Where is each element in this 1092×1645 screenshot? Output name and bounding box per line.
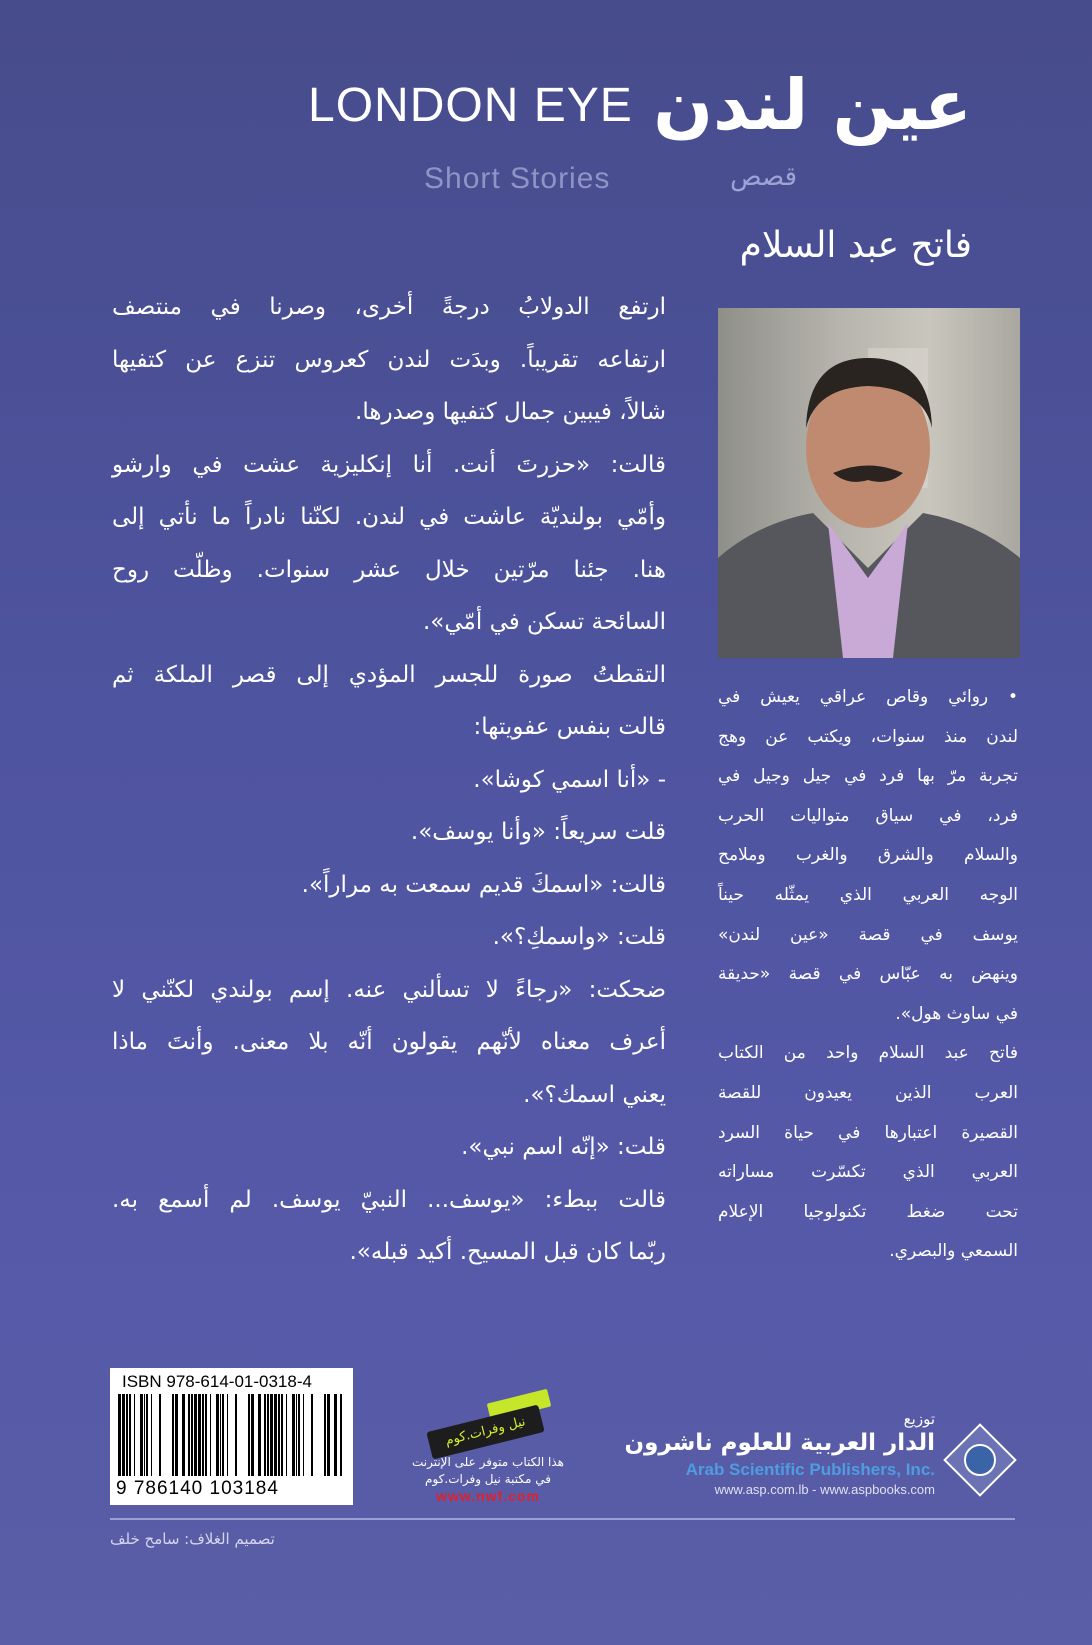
barcode-bar [292, 1394, 295, 1476]
barcode-bar [227, 1394, 228, 1476]
excerpt-line: قلت: «إنّه اسم نبي». [461, 1134, 666, 1160]
barcode-bar [281, 1394, 283, 1476]
bio-line: لندن منذ سنوات، ويكتب عن وهج [718, 726, 1018, 747]
nwf-line-2: في مكتبة نيل وفرات.كوم [425, 1472, 551, 1486]
barcode-bar [118, 1394, 121, 1476]
barcode-bar [334, 1394, 337, 1476]
barcode-bar [188, 1394, 190, 1476]
barcode-bar [134, 1394, 135, 1476]
excerpt-line: قالت بنفس عفويتها: [473, 714, 666, 740]
excerpt-line: يعني اسمك؟». [523, 1081, 666, 1108]
barcode-bar [151, 1394, 152, 1476]
barcode-bar [278, 1394, 280, 1476]
title-arabic: عين لندن [653, 64, 972, 146]
subtitle-english: Short Stories [424, 162, 611, 195]
bio-line: العرب الذين يعيدون للقصة [718, 1082, 1018, 1103]
barcode-bars [118, 1394, 344, 1476]
excerpt-line: ارتفع الدولابُ درجةً أخرى، وصرنا في منتصف [112, 294, 666, 320]
excerpt-line: قلت: «واسمكِ؟». [492, 924, 666, 950]
author-photo [718, 308, 1020, 658]
barcode-bar [126, 1394, 128, 1476]
nwf-logo: نيل وفرات.كوم [426, 1405, 544, 1460]
barcode-bar [210, 1394, 211, 1476]
bio-line: وينهض به عبّاس في قصة «حديقة [718, 964, 1018, 985]
barcode-bar [129, 1394, 131, 1476]
bio-line: والسلام والشرق والغرب وملامح [718, 845, 1018, 866]
barcode-bar [122, 1394, 125, 1476]
barcode-bar [146, 1394, 148, 1476]
bio-line: فاتح عبد السلام واحد من الكتاب [718, 1043, 1018, 1064]
bio-line: العربي الذي تكسّرت مساراته [718, 1162, 1018, 1183]
excerpt-line: أعرف معناه لأنّهم يقولون أنّه بلا معنى. وأنتَ ماذا [112, 1029, 666, 1055]
barcode-bar [140, 1394, 143, 1476]
excerpt-line: شالاً، فيبين جمال كتفيها وصدرها. [355, 399, 666, 425]
excerpt-line: قلت سريعاً: «وأنا يوسف». [410, 819, 666, 845]
barcode-bar [144, 1394, 145, 1476]
barcode-bar [205, 1394, 207, 1476]
excerpt-line: هنا. جئنا مرّتين خلال عشر سنوات. وظلّت روح [112, 556, 666, 583]
author-bio [718, 682, 1018, 1276]
excerpt-line: قالت: «حزرتَ أنت. أنا إنكليزية عشت في وارشو [112, 451, 666, 478]
barcode-bar [194, 1394, 197, 1476]
bio-line: فرد، في سياق متواليات الحرب [718, 805, 1018, 826]
barcode-bar [298, 1394, 300, 1476]
barcode-bar [264, 1394, 266, 1476]
barcode-bar [222, 1394, 224, 1476]
bio-line: تجربة مرّ بها فرد في جيل وجيل في [718, 766, 1018, 787]
bio-line: • روائي وقاص عراقي يعيش في [718, 687, 1018, 707]
nwf-line-1: هذا الكتاب متوفر على الإنترنت [411, 1455, 565, 1469]
barcode-bar [216, 1394, 219, 1476]
barcode-bar [274, 1394, 277, 1476]
bio-line: يوسف في قصة «عين لندن» [718, 924, 1018, 945]
excerpt-line: قالت ببطء: «يوسف... النبيّ يوسف. لم أسمع به. [112, 1186, 666, 1213]
excerpt-line: التقطتُ صورة للجسر المؤدي إلى قصر الملكة ثم [112, 661, 666, 688]
barcode-bar [159, 1394, 161, 1476]
barcode-bar [182, 1394, 185, 1476]
barcode-bar [311, 1394, 313, 1476]
nwf-promo [398, 1392, 578, 1512]
barcode-bar [202, 1394, 204, 1476]
author-name: فاتح عبد السلام [739, 225, 972, 266]
barcode-bar [220, 1394, 221, 1476]
barcode-bar [303, 1394, 304, 1476]
excerpt-line: وأمّي بولنديّة عاشت في لندن. لكنّنا نادراً ما نأتي إلى [112, 504, 666, 530]
barcode-bar [324, 1394, 326, 1476]
isbn-barcode [110, 1368, 353, 1505]
excerpt-line: السائحة تسكن في أمّي». [423, 609, 666, 635]
nwf-url[interactable]: www.nwf.com [436, 1488, 540, 1504]
bio-line: الوجه العربي الذي يمثّله حيناً [718, 884, 1018, 905]
excerpt-line: - «أنا اسمي كوشا». [473, 766, 666, 793]
isbn-digits: 9 786140 103184 [116, 1478, 279, 1499]
barcode-bar [267, 1394, 269, 1476]
barcode-bar [175, 1394, 178, 1476]
barcode-bar [270, 1394, 273, 1476]
excerpt-line: ربّما كان قبل المسيح. أكيد قبله». [349, 1239, 666, 1265]
isbn-text: ISBN 978-614-01-0318-4 [122, 1372, 312, 1391]
cover-design-credit: تصميم الغلاف: سامح خلف [110, 1530, 275, 1548]
barcode-bar [235, 1394, 237, 1476]
barcode-bar [327, 1394, 330, 1476]
barcode-bar [172, 1394, 174, 1476]
barcode-bar [296, 1394, 297, 1476]
bio-line: في ساوث هول». [895, 1003, 1018, 1024]
barcode-bar [340, 1394, 342, 1476]
bio-line: القصيرة اعتبارها في حياة السرد [718, 1122, 1018, 1143]
distribution-label: توزيع [903, 1410, 935, 1428]
barcode-bar [251, 1394, 254, 1476]
genre-arabic: قصص [730, 162, 797, 192]
publisher-websites[interactable]: www.asp.com.lb - www.aspbooks.com [714, 1482, 935, 1497]
barcode-bar [248, 1394, 250, 1476]
excerpt-line: ارتفاعه تقريباً. وبدَت لندن كعروس تنزع عن كتفيها [112, 346, 666, 373]
story-excerpt [112, 287, 666, 1285]
divider [110, 1518, 1015, 1520]
publisher-name-english: Arab Scientific Publishers, Inc. [685, 1460, 935, 1479]
publisher-logo-icon [943, 1423, 1017, 1497]
bio-line: تحت ضغط تكنولوجيا الإعلام [718, 1201, 1018, 1222]
barcode-bar [198, 1394, 201, 1476]
barcode-bar [191, 1394, 193, 1476]
bio-line: السمعي والبصري. [889, 1241, 1018, 1262]
excerpt-line: ضحكت: «رجاءً لا تسألني عنه. إسم بولندي لكنّني لا [112, 976, 666, 1003]
title-english: LONDON EYE [308, 79, 633, 132]
barcode-bar [258, 1394, 261, 1476]
excerpt-line: قالت: «اسمكَ قديم سمعت به مراراً». [301, 871, 666, 898]
publisher-name-arabic: الدار العربية للعلوم ناشرون [624, 1430, 935, 1456]
barcode-bar [286, 1394, 287, 1476]
